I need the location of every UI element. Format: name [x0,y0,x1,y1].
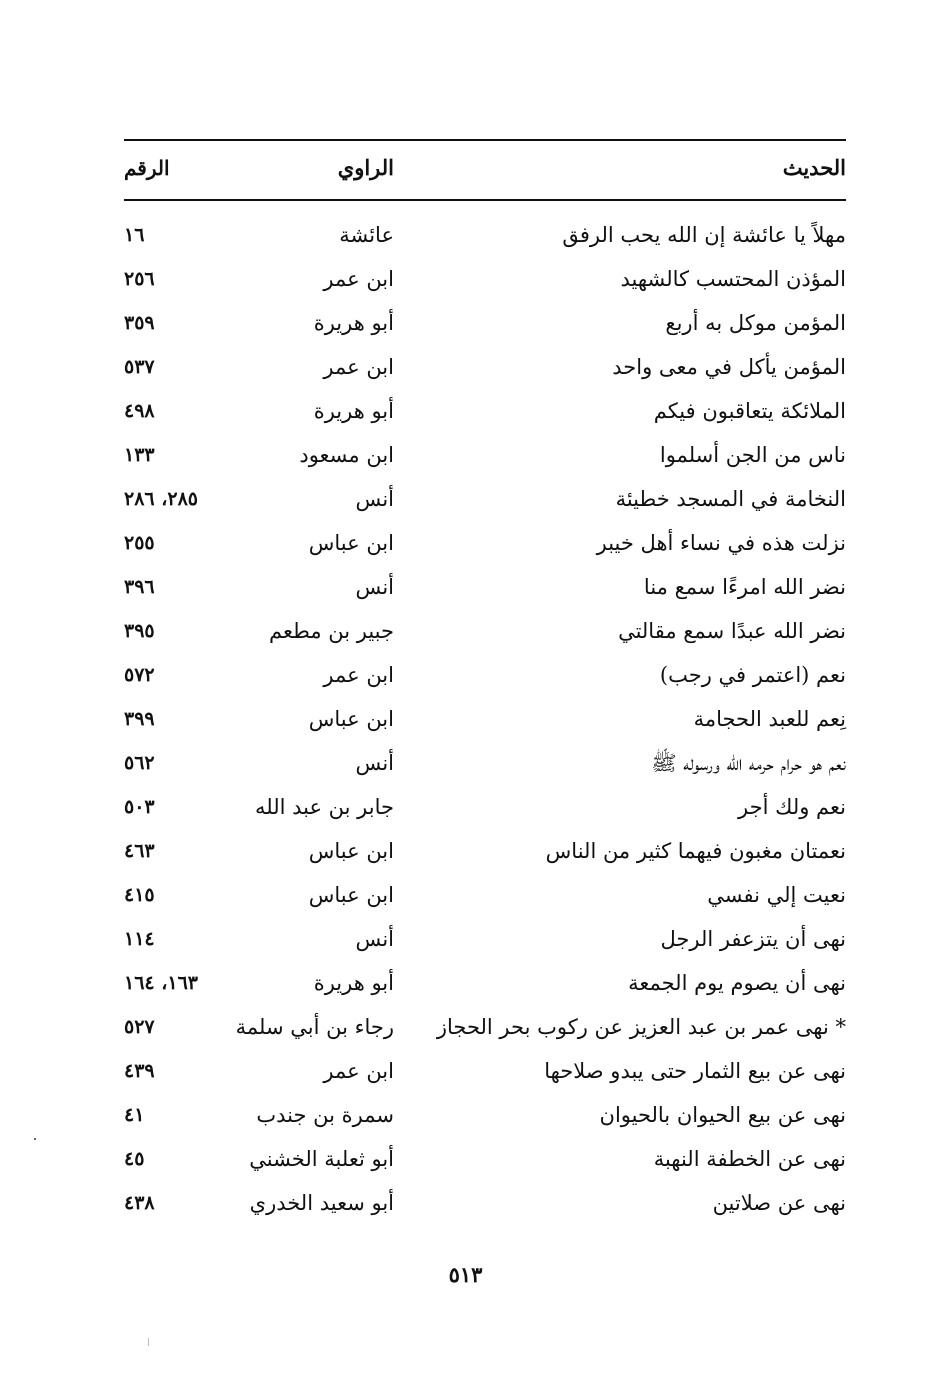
narrator-name: ابن مسعود [299,443,394,467]
narrator-name: ابن عباس [308,707,394,731]
narrator-name: أبو سعيد الخدري [249,1191,394,1215]
table-row [124,259,846,299]
hadith-number: ٥٦٢ [124,752,155,774]
hadith-text: نزلت هذه في نساء أهل خيبر [596,531,846,555]
hadith-number: ٢٨٥، ٢٨٦ [124,488,198,510]
hadith-number: ٥٢٧ [124,1016,155,1038]
hadith-text: * نهى عمر بن عبد العزيز عن ركوب بحر الحجاز [436,1015,846,1039]
hadith-number: ٥٧٢ [124,664,155,686]
hadith-text: المؤمن موكل به أربع [665,311,846,335]
hadith-number: ٤٣٩ [124,1060,155,1082]
hadith-number: ٥٠٣ [124,796,155,818]
narrator-name: ابن عمر [323,663,394,687]
table-row [124,875,846,915]
hadith-number: ٤٥ [124,1148,145,1170]
narrator-name: أبو ثعلبة الخشني [249,1147,394,1171]
table-row [124,611,846,651]
narrator-name: عائشة [339,223,394,247]
hadith-number: ٣٩٦ [124,576,155,598]
hadith-number: ٤٣٨ [124,1192,155,1214]
narrator-name: ابن عمر [323,355,394,379]
table-row [124,435,846,475]
hadith-number: ٢٥٦ [124,268,155,290]
table-row [124,831,846,871]
narrator-name: أنس [355,487,394,511]
narrator-name: ابن عباس [308,531,394,555]
hadith-text: نعم ولك أجر [738,795,846,819]
page-number: ٥١٣ [448,1262,483,1287]
hadith-text: نهى عن بيع الحيوان بالحيوان [599,1103,846,1127]
hadith-number: ١٣٣ [124,444,155,466]
hadith-text: الملائكة يتعاقبون فيكم [653,399,846,423]
table-header [124,148,846,188]
hadith-number: ١٦ [124,224,145,246]
narrator-name: ابن عمر [323,1059,394,1083]
table-row [124,919,846,959]
header-number: الرقم [124,156,170,180]
hadith-number: ٤٦٣ [124,840,155,862]
hadith-number: ٥٣٧ [124,356,155,378]
table-row [124,787,846,827]
hadith-text: نهى أن يتزعفر الرجل [660,927,846,951]
narrator-name: أنس [355,927,394,951]
header-narrator: الراوي [337,155,394,180]
table-row [124,655,846,695]
hadith-number: ٣٥٩ [124,312,155,334]
table-top-rule [124,139,846,141]
narrator-name: جبير بن مطعم [268,619,394,643]
narrator-name: أبو هريرة [313,971,394,995]
hadith-text: نهى عن بيع الثمار حتى يبدو صلاحها [544,1059,846,1083]
hadith-text: نعمتان مغبون فيهما كثير من الناس [545,839,846,863]
hadith-text: ناس من الجن أسلموا [659,443,846,467]
table-row [124,699,846,739]
table-row [124,963,846,1003]
narrator-name: ابن عباس [308,839,394,863]
hadith-text: نعم هو حرام حرمه الله ورسوله ﷺ [651,751,846,775]
table-row [124,391,846,431]
hadith-text: نهى عن الخطفة النهبة [653,1147,846,1171]
table-row [124,1051,846,1091]
hadith-number: ٤١ [124,1104,145,1126]
narrator-name: ابن عمر [323,267,394,291]
hadith-number: ٤٩٨ [124,400,155,422]
hadith-number: ١١٤ [124,928,155,950]
hadith-text: المؤمن يأكل في معى واحد [612,355,846,379]
table-row [124,303,846,343]
narrator-name: ابن عباس [308,883,394,907]
scan-speck [34,1138,36,1140]
scan-speck [148,1338,149,1346]
narrator-name: رجاء بن أبي سلمة [235,1015,394,1039]
hadith-text: نهى أن يصوم يوم الجمعة [628,971,846,995]
hadith-text: نعم (اعتمر في رجب) [659,663,846,687]
table-row [124,523,846,563]
hadith-number: ٣٩٥ [124,620,155,642]
narrator-name: أبو هريرة [313,311,394,335]
hadith-number: ١٦٣، ١٦٤ [124,972,198,994]
narrator-name: سمرة بن جندب [256,1103,394,1127]
table-row [124,743,846,783]
hadith-text: نعيت إلي نفسي [707,883,846,907]
table-row [124,1007,846,1047]
table-header-rule [124,199,846,201]
table-row [124,215,846,255]
table-row [124,1183,846,1223]
hadith-text: المؤذن المحتسب كالشهيد [620,267,846,291]
table-row [124,479,846,519]
hadith-number: ٢٥٥ [124,532,155,554]
hadith-number: ٤١٥ [124,884,155,906]
narrator-name: جابر بن عبد الله [254,795,394,819]
hadith-text: مهلاً يا عائشة إن الله يحب الرفق [562,223,846,247]
table-row [124,1139,846,1179]
narrator-name: أنس [355,575,394,599]
hadith-text: نضر الله عبدًا سمع مقالتي [618,619,846,643]
narrator-name: أنس [355,751,394,775]
hadith-text: نهى عن صلاتين [712,1191,846,1215]
table-row [124,1095,846,1135]
hadith-text: النخامة في المسجد خطيئة [615,487,846,511]
hadith-text: نِعم للعبد الحجامة [693,707,846,731]
header-hadith: الحديث [782,155,846,180]
table-row [124,567,846,607]
hadith-number: ٣٩٩ [124,708,155,730]
table-row [124,347,846,387]
narrator-name: أبو هريرة [313,399,394,423]
hadith-text: نضر الله امرءًا سمع منا [643,575,846,599]
